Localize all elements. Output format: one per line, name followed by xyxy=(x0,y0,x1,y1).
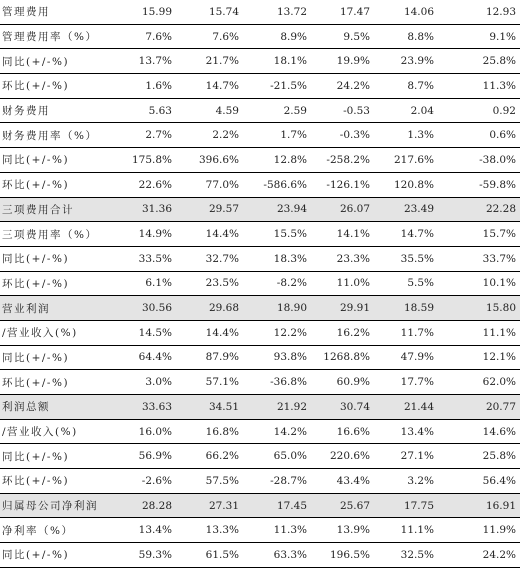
table-cell: 19.9% xyxy=(317,49,384,74)
table-cell: 29.57 xyxy=(183,197,250,222)
table-cell: 16.2% xyxy=(317,320,384,345)
table-cell: 66.2% xyxy=(183,444,250,469)
table-row xyxy=(0,197,520,222)
table-cell: -586.6% xyxy=(250,172,317,197)
table-row xyxy=(0,24,520,49)
table-cell: 13.4% xyxy=(116,518,183,543)
table-row xyxy=(0,0,520,24)
row-label: 同比(+/-%) xyxy=(0,49,116,74)
table-cell: 14.4% xyxy=(183,222,250,247)
table-cell: 217.6% xyxy=(384,148,452,173)
row-label: 环比(+/-%) xyxy=(0,469,116,494)
table-cell: -2.6% xyxy=(116,469,183,494)
table-cell: 57.5% xyxy=(183,469,250,494)
table-cell: 15.80 xyxy=(452,296,520,321)
table-cell: 13.9% xyxy=(317,518,384,543)
table-cell: 175.8% xyxy=(116,148,183,173)
row-label: 归属母公司净利润 xyxy=(0,493,116,518)
row-label: 财务费用率（%） xyxy=(0,123,116,148)
table-cell: 1.3% xyxy=(384,123,452,148)
table-cell: 22.28 xyxy=(452,197,520,222)
row-label: 财务费用 xyxy=(0,98,116,123)
table-cell: 6.1% xyxy=(116,271,183,296)
table-cell: 5.63 xyxy=(116,98,183,123)
row-label: 同比(+/-%) xyxy=(0,345,116,370)
table-cell: 57.1% xyxy=(183,370,250,395)
row-label: /营业收入(%) xyxy=(0,419,116,444)
table-cell: 14.06 xyxy=(384,0,452,24)
table-cell: -28.7% xyxy=(250,469,317,494)
table-cell: 17.47 xyxy=(317,0,384,24)
table-cell: -59.8% xyxy=(452,172,520,197)
row-label: 同比(+/-%) xyxy=(0,148,116,173)
table-row xyxy=(0,395,520,420)
table-row xyxy=(0,49,520,74)
table-cell: -258.2% xyxy=(317,148,384,173)
table-cell: 26.07 xyxy=(317,197,384,222)
table-row xyxy=(0,222,520,247)
table-cell: 1.7% xyxy=(250,123,317,148)
row-label: 利润总额 xyxy=(0,395,116,420)
table-cell: 13.4% xyxy=(384,419,452,444)
table-cell: 23.49 xyxy=(384,197,452,222)
table-cell: 15.7% xyxy=(452,222,520,247)
table-row xyxy=(0,320,520,345)
row-label: 同比(+/-%) xyxy=(0,246,116,271)
table-cell: 14.7% xyxy=(183,74,250,99)
table-cell: 9.5% xyxy=(317,24,384,49)
table-cell: 8.7% xyxy=(384,74,452,99)
table-cell: 35.5% xyxy=(384,246,452,271)
table-cell: 15.74 xyxy=(183,0,250,24)
table-cell: 65.0% xyxy=(250,444,317,469)
table-cell: -21.5% xyxy=(250,74,317,99)
table-cell: 17.75 xyxy=(384,493,452,518)
table-cell: 30.74 xyxy=(317,395,384,420)
table-cell: 77.0% xyxy=(183,172,250,197)
table-cell: 32.5% xyxy=(384,543,452,568)
table-cell: 21.7% xyxy=(183,49,250,74)
table-cell: 23.3% xyxy=(317,246,384,271)
table-cell: 120.8% xyxy=(384,172,452,197)
table-cell: 23.9% xyxy=(384,49,452,74)
table-row xyxy=(0,518,520,543)
table-cell: 0.6% xyxy=(452,123,520,148)
table-cell: 47.9% xyxy=(384,345,452,370)
table-cell: 23.5% xyxy=(183,271,250,296)
table-cell: 32.7% xyxy=(183,246,250,271)
table-cell: 87.9% xyxy=(183,345,250,370)
table-cell: 14.6% xyxy=(452,419,520,444)
table-row xyxy=(0,493,520,518)
row-label: 同比(+/-%) xyxy=(0,444,116,469)
table-cell: 21.44 xyxy=(384,395,452,420)
table-cell: 396.6% xyxy=(183,148,250,173)
table-cell: 33.5% xyxy=(116,246,183,271)
table-cell: 2.59 xyxy=(250,98,317,123)
table-cell: 11.3% xyxy=(250,518,317,543)
table-cell: 13.7% xyxy=(116,49,183,74)
table-cell: -38.0% xyxy=(452,148,520,173)
table-cell: 18.3% xyxy=(250,246,317,271)
table-cell: 1268.8% xyxy=(317,345,384,370)
table-cell: 14.5% xyxy=(116,320,183,345)
table-cell: 21.92 xyxy=(250,395,317,420)
table-row xyxy=(0,345,520,370)
table-cell: 11.1% xyxy=(384,518,452,543)
table-cell: 56.4% xyxy=(452,469,520,494)
table-cell: 13.3% xyxy=(183,518,250,543)
row-label: 环比(+/-%) xyxy=(0,74,116,99)
table-cell: 29.68 xyxy=(183,296,250,321)
table-row xyxy=(0,543,520,568)
row-label: 三项费用率（%） xyxy=(0,222,116,247)
table-cell: 15.5% xyxy=(250,222,317,247)
table-cell: 18.90 xyxy=(250,296,317,321)
table-cell: 64.4% xyxy=(116,345,183,370)
table-cell: 8.9% xyxy=(250,24,317,49)
table-cell: 8.8% xyxy=(384,24,452,49)
table-cell: 17.7% xyxy=(384,370,452,395)
table-cell: 14.2% xyxy=(250,419,317,444)
table-cell: 27.1% xyxy=(384,444,452,469)
table-cell: 11.0% xyxy=(317,271,384,296)
table-cell: 25.8% xyxy=(452,444,520,469)
table-cell: 4.59 xyxy=(183,98,250,123)
table-cell: 14.1% xyxy=(317,222,384,247)
table-cell: 1.6% xyxy=(116,74,183,99)
table-cell: -0.3% xyxy=(317,123,384,148)
table-cell: 16.8% xyxy=(183,419,250,444)
row-label: 环比(+/-%) xyxy=(0,172,116,197)
table-cell: 16.6% xyxy=(317,419,384,444)
table-cell: 56.9% xyxy=(116,444,183,469)
table-row xyxy=(0,172,520,197)
table-row xyxy=(0,444,520,469)
table-cell: 93.8% xyxy=(250,345,317,370)
table-row xyxy=(0,296,520,321)
table-cell: 14.7% xyxy=(384,222,452,247)
table-cell: 3.0% xyxy=(116,370,183,395)
table-cell: 17.45 xyxy=(250,493,317,518)
table-cell: -8.2% xyxy=(250,271,317,296)
table-cell: 25.8% xyxy=(452,49,520,74)
table-cell: 12.2% xyxy=(250,320,317,345)
table-cell: 29.91 xyxy=(317,296,384,321)
table-cell: 15.99 xyxy=(116,0,183,24)
table-cell: 60.9% xyxy=(317,370,384,395)
row-label: 管理费用 xyxy=(0,0,116,24)
row-label: 净利率（%） xyxy=(0,518,116,543)
table-cell: 18.1% xyxy=(250,49,317,74)
table-cell: 12.93 xyxy=(452,0,520,24)
table-cell: 196.5% xyxy=(317,543,384,568)
table-cell: 11.3% xyxy=(452,74,520,99)
row-label: 环比(+/-%) xyxy=(0,370,116,395)
table-cell: 27.31 xyxy=(183,493,250,518)
table-cell: -36.8% xyxy=(250,370,317,395)
row-label: 营业利润 xyxy=(0,296,116,321)
row-label: 三项费用合计 xyxy=(0,197,116,222)
table-row xyxy=(0,419,520,444)
table-cell: 16.0% xyxy=(116,419,183,444)
row-label: 同比(+/-%) xyxy=(0,543,116,568)
table-cell: 3.2% xyxy=(384,469,452,494)
table-cell: 43.4% xyxy=(317,469,384,494)
table-cell: 12.1% xyxy=(452,345,520,370)
table-cell: 2.04 xyxy=(384,98,452,123)
table-cell: 2.7% xyxy=(116,123,183,148)
row-label: 管理费用率（%） xyxy=(0,24,116,49)
table-cell: 10.1% xyxy=(452,271,520,296)
table-cell: 63.3% xyxy=(250,543,317,568)
table-row xyxy=(0,246,520,271)
table-row xyxy=(0,123,520,148)
table-cell: 59.3% xyxy=(116,543,183,568)
table-cell: 62.0% xyxy=(452,370,520,395)
table-cell: 11.1% xyxy=(452,320,520,345)
table-cell: 14.9% xyxy=(116,222,183,247)
table-cell: 25.67 xyxy=(317,493,384,518)
table-row xyxy=(0,74,520,99)
table-cell: 33.7% xyxy=(452,246,520,271)
table-row xyxy=(0,469,520,494)
table-cell: 18.59 xyxy=(384,296,452,321)
table-cell: 11.7% xyxy=(384,320,452,345)
table-cell: 30.56 xyxy=(116,296,183,321)
table-cell: 13.72 xyxy=(250,0,317,24)
table-cell: 23.94 xyxy=(250,197,317,222)
table-cell: 12.8% xyxy=(250,148,317,173)
table-cell: 31.36 xyxy=(116,197,183,222)
table-cell: 11.9% xyxy=(452,518,520,543)
table-cell: 14.4% xyxy=(183,320,250,345)
table-cell: 9.1% xyxy=(452,24,520,49)
table-cell: 220.6% xyxy=(317,444,384,469)
table-cell: 7.6% xyxy=(116,24,183,49)
table-cell: 2.2% xyxy=(183,123,250,148)
table-cell: -0.53 xyxy=(317,98,384,123)
table-cell: 0.92 xyxy=(452,98,520,123)
table-cell: 7.6% xyxy=(183,24,250,49)
table-cell: 16.91 xyxy=(452,493,520,518)
table-cell: 33.63 xyxy=(116,395,183,420)
row-label: /营业收入(%) xyxy=(0,320,116,345)
table-row xyxy=(0,370,520,395)
row-label: 环比(+/-%) xyxy=(0,271,116,296)
table-cell: 34.51 xyxy=(183,395,250,420)
table-cell: 24.2% xyxy=(452,543,520,568)
table-cell: 61.5% xyxy=(183,543,250,568)
table-row xyxy=(0,271,520,296)
table-cell: 28.28 xyxy=(116,493,183,518)
table-cell: 20.77 xyxy=(452,395,520,420)
table-cell: 5.5% xyxy=(384,271,452,296)
table-cell: 22.6% xyxy=(116,172,183,197)
table-cell: 24.2% xyxy=(317,74,384,99)
table-cell: -126.1% xyxy=(317,172,384,197)
table-row xyxy=(0,98,520,123)
table-row xyxy=(0,148,520,173)
